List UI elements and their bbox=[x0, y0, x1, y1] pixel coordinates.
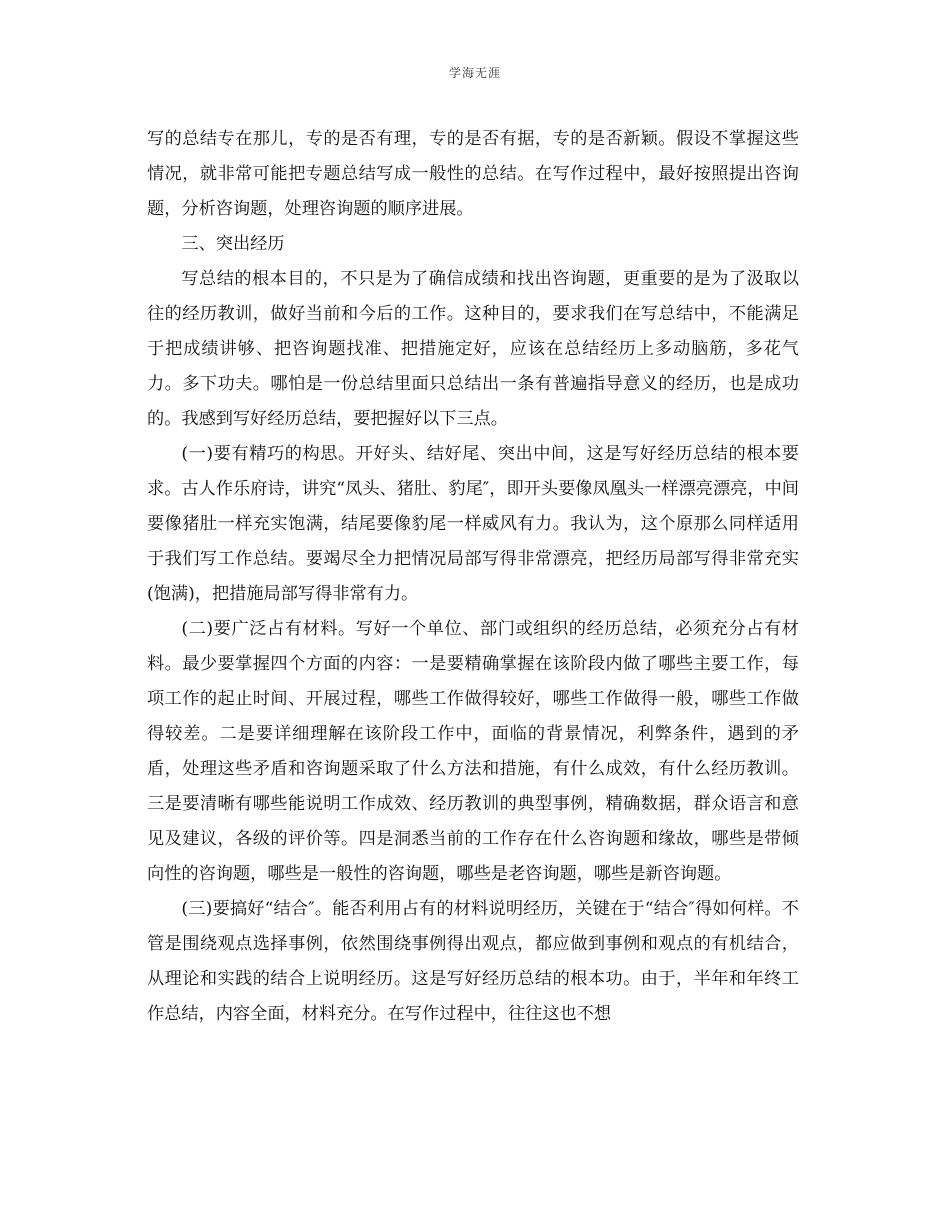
paragraph: 写总结的根本目的，不只是为了确信成绩和找出咨询题，更重要的是为了汲取以往的经历教训，做好当前和今后的工作。这种目的，要求我们在写总结中，不能满足于把成绩讲够、把咨询题找准、把措施定好，应该在总结经历上多动脑筋，多花气力。多下功夫。哪怕是一份总结里面只总结出一条有普遍指导意义的经历，也是成功的。我感到写好经历总结，要把握好以下三点。 bbox=[147, 269, 799, 429]
paragraph-continuation: 写的总结专在那儿，专的是否有理，专的是否有据，专的是否新颖。假设不掌握这些情况，就非常可能把专题总结写成一般性的总结。在写作过程中，最好按照提出咨询题，分析咨询题，处理咨询题的顺序进展。 bbox=[147, 129, 799, 219]
document-body bbox=[147, 122, 799, 1032]
page-header: 学海无涯 bbox=[448, 66, 501, 80]
section-heading: 三、突出经历 bbox=[181, 234, 285, 254]
paragraph: (三)要搞好“结合″。能否利用占有的材料说明经历，关键在于“结合″得如何样。不管是围绕观点选择事例，依然围绕事例得出观点，都应做到事例和观点的有机结合，从理论和实践的结合上说明经历。这是写好经历总结的根本功。由于，半年和年终工作总结，内容全面，材料充分。在写作过程中，往往这也不想 bbox=[147, 899, 799, 1024]
paragraph: (一)要有精巧的构思。开好头、结好尾、突出中间，这是写好经历总结的根本要求。古人作乐府诗，讲究“凤头、猪肚、豹尾″，即开头要像凤凰头一样漂亮漂亮，中间要像猪肚一样充实饱满，结尾要像豹尾一样威风有力。我认为，这个原那么同样适用于我们写工作总结。要竭尽全力把情况局部写得非常漂亮，把经历局部写得非常充实(饱满)，把措施局部写得非常有力。 bbox=[147, 444, 799, 604]
paragraph: (二)要广泛占有材料。写好一个单位、部门或组织的经历总结，必须充分占有材料。最少要掌握四个方面的内容：一是要精确掌握在该阶段内做了哪些主要工作，每项工作的起止时间、开展过程，哪些工作做得较好，哪些工作做得一般，哪些工作做得较差。二是要详细理解在该阶段工作中，面临的背景情况，利弊条件，遇到的矛盾，处理这些矛盾和咨询题采取了什么方法和措施，有什么成效，有什么经历教训。三是要清晰有哪些能说明工作成效、经历教训的典型事例，精确数据，群众语言和意见及建议，各级的评价等。四是洞悉当前的工作存在什么咨询题和缘故，哪些是带倾向性的咨询题，哪些是一般性的咨询题，哪些是老咨询题，哪些是新咨询题。 bbox=[147, 619, 799, 884]
